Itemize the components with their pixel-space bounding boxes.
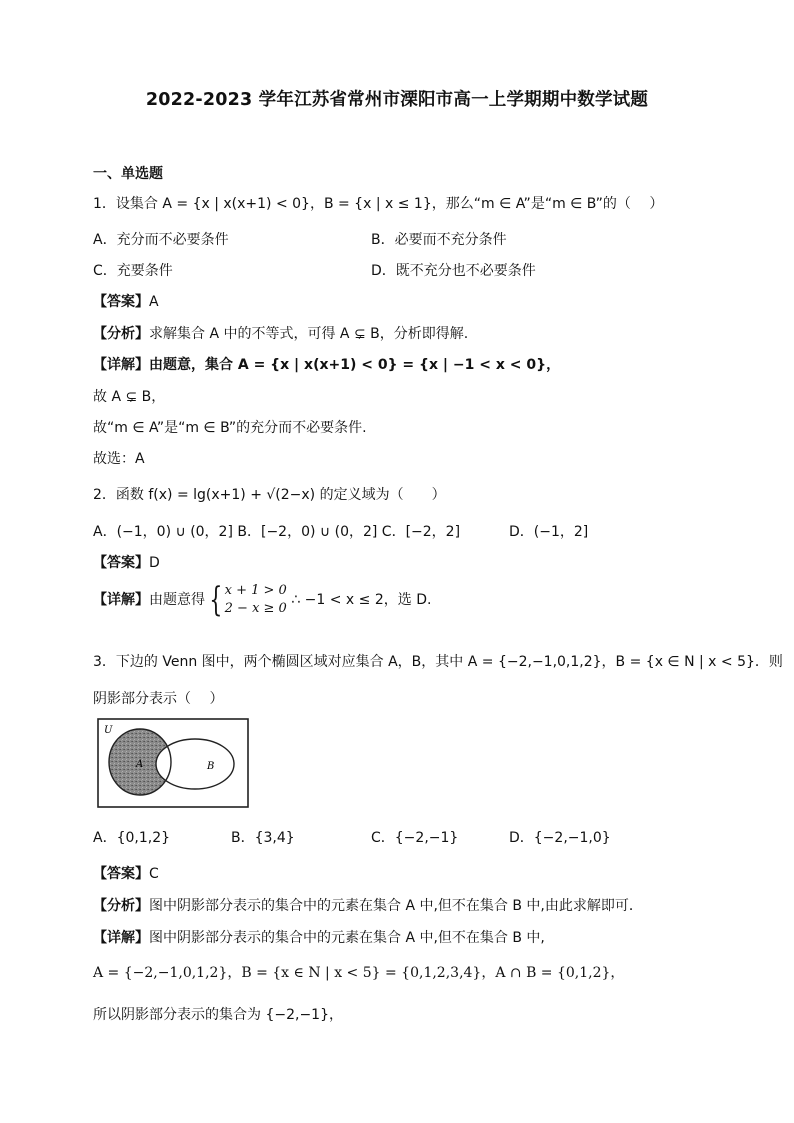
system-line-2: 2 − x ≥ 0 — [224, 601, 287, 616]
answer-tag: 【答案】 — [93, 555, 149, 571]
q3-detail-line3: 所以阴影部分表示的集合为 {−2,−1}， — [93, 1007, 343, 1023]
q3-answer: C — [149, 866, 159, 882]
system-line-1: x + 1 > 0 — [224, 583, 287, 598]
q1-option-a: A．充分而不必要条件 — [93, 232, 229, 248]
q3-option-b: B．{3,4} — [231, 830, 295, 846]
section-heading: 一、单选题 — [93, 166, 163, 182]
analysis-tag: 【分析】 — [93, 898, 149, 914]
detail-tag: 【详解】 — [93, 357, 149, 373]
q2-stem: 2．函数 f(x) = lg(x+1) + √(2−x) 的定义域为（ ） — [93, 487, 446, 503]
q1-detail: 由题意，集合 A = {x | x(x+1) < 0} = {x | −1 < x < 0}， — [149, 357, 561, 373]
venn-diagram — [96, 717, 250, 809]
q3-answer-row — [93, 863, 159, 883]
q3-option-a: A．{0,1,2} — [93, 830, 171, 846]
q2-detail-post: ∴ −1 < x ≤ 2，选 D. — [291, 592, 432, 608]
inequality-system — [225, 582, 287, 618]
detail-tag: 【详解】 — [93, 930, 149, 946]
q2-option-d: D．(−1，2] — [509, 524, 589, 540]
q1-detail-line3: 故“m ∈ A”是“m ∈ B”的充分而不必要条件. — [93, 420, 367, 436]
q3-option-c: C．{−2,−1} — [371, 830, 459, 846]
venn-label-b: B — [207, 761, 215, 772]
brace-symbol: { — [209, 580, 223, 620]
answer-tag: 【答案】 — [93, 294, 149, 310]
q2-detail-row — [93, 582, 431, 618]
q1-answer: A — [149, 294, 159, 310]
q3-detail-row — [93, 927, 545, 947]
q2-answer-row — [93, 552, 160, 572]
q2-options-abc: A．(−1，0) ∪ (0，2] B．[−2，0) ∪ (0，2] C．[−2，2] — [93, 524, 461, 540]
q1-detail-line2: 故 A ⊊ B， — [93, 389, 166, 405]
q2-answer: D — [149, 555, 160, 571]
q3-stem-line1: 3．下边的 Venn 图中，两个椭圆区域对应集合 A，B，其中 A = {−2,−1,0,1,2}，B = {x ∈ N | x < 5}．则 — [93, 654, 783, 670]
venn-label-u: U — [104, 725, 113, 736]
venn-label-a: A — [136, 759, 144, 770]
q1-detail-line4: 故选：A — [93, 451, 145, 467]
q1-option-d: D．既不充分也不必要条件 — [371, 263, 536, 279]
q3-stem-line2: 阴影部分表示（ ） — [93, 691, 224, 707]
page-title: 2022-2023 学年江苏省常州市溧阳市高一上学期期中数学试题 — [145, 90, 649, 110]
q3-analysis: 图中阴影部分表示的集合中的元素在集合 A 中,但不在集合 B 中,由此求解即可． — [149, 898, 643, 914]
answer-tag: 【答案】 — [93, 866, 149, 882]
q3-detail: 图中阴影部分表示的集合中的元素在集合 A 中,但不在集合 B 中, — [149, 930, 545, 946]
q2-detail-pre: 由题意得 — [149, 592, 205, 608]
q1-stem: 1．设集合 A = {x | x(x+1) < 0}，B = {x | x ≤ 1}，那么“m ∈ A”是“m ∈ B”的（ ） — [93, 196, 664, 212]
q1-option-c: C．充要条件 — [93, 263, 173, 279]
q1-detail-row — [93, 354, 560, 374]
q3-analysis-row — [93, 895, 643, 915]
q3-detail-line2: A = {−2,−1,0,1,2}，B = {x ∈ N | x < 5} = {0,1,2,3,4}，A ∩ B = {0,1,2}， — [93, 965, 625, 981]
detail-tag: 【详解】 — [93, 592, 149, 608]
q1-analysis: 求解集合 A 中的不等式，可得 A ⊊ B，分析即得解. — [149, 326, 469, 342]
q1-analysis-row — [93, 323, 468, 343]
analysis-tag: 【分析】 — [93, 326, 149, 342]
q1-answer-row — [93, 291, 159, 311]
q1-option-b: B．必要而不充分条件 — [371, 232, 507, 248]
q3-option-d: D．{−2,−1,0} — [509, 830, 611, 846]
